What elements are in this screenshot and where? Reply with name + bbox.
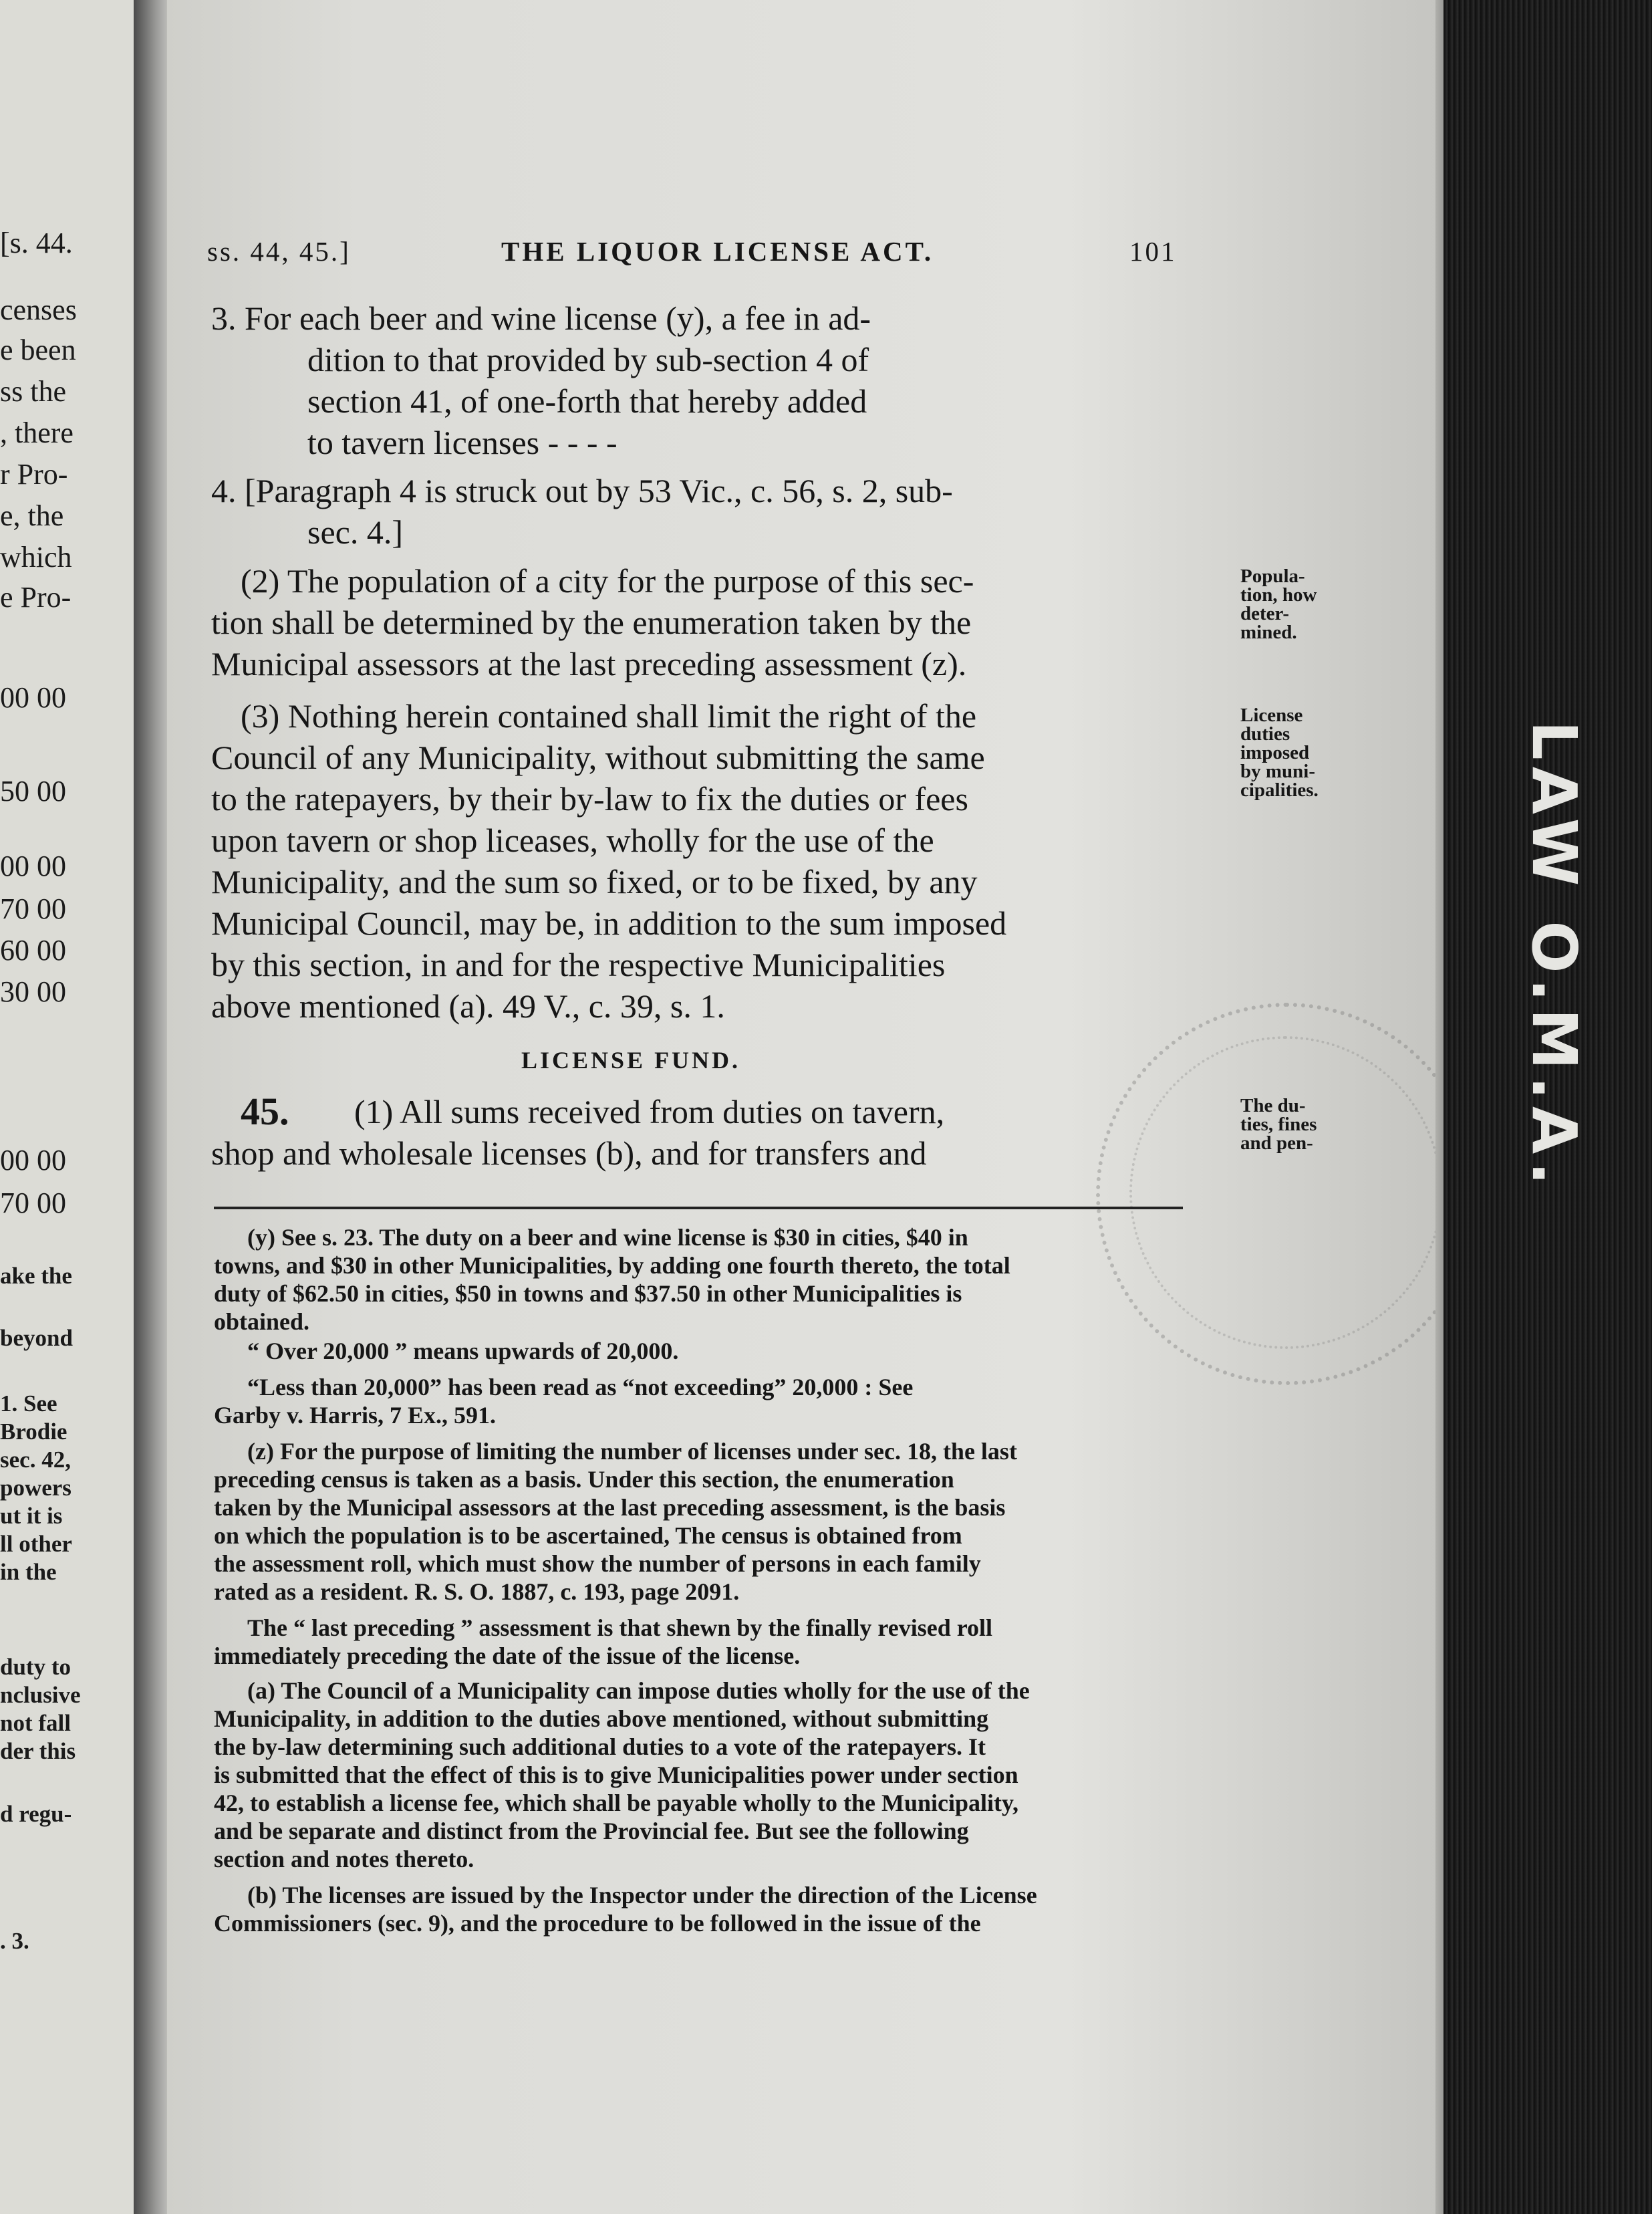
footnote-line: The “ last preceding ” assessment is that shewn by the finally revised roll (247, 1614, 993, 1641)
body-line: (2) The population of a city for the purpose of this sec- (241, 562, 974, 600)
side-note-line: ties, fines (1240, 1114, 1317, 1135)
book-gutter (134, 0, 171, 2214)
left-footnote-line: ake the (0, 1263, 72, 1289)
left-footnote-line: powers (0, 1475, 72, 1501)
book-page (167, 0, 1450, 2214)
footnote-line: immediately preceding the date of the issue of the license. (214, 1642, 801, 1669)
running-head-title: THE LIQUOR LICENSE ACT. (501, 236, 934, 267)
footnote-last-preceding (214, 1614, 1190, 1670)
body-line: 3. For each beer and wine license (y), a fee in ad- (211, 299, 871, 337)
footnote-line: “Less than 20,000” has been read as “not exceeding” 20,000 : See (247, 1374, 914, 1400)
side-note-line: duties (1240, 723, 1290, 745)
footnote-line: Commissioners (sec. 9), and the procedure to be followed in the issue of the (214, 1910, 981, 1937)
footnote-line: towns, and $30 in other Municipalities, by adding one fourth thereto, the total (214, 1252, 1010, 1279)
body-line: upon tavern or shop liceases, wholly for the use of the (211, 822, 934, 859)
footnote-line: 42, to establish a license fee, which shall be payable wholly to the Municipality, (214, 1790, 1019, 1816)
side-note-license-duties (1240, 706, 1374, 800)
running-head-section: ss. 44, 45.] (207, 236, 351, 267)
footnote-line: duty of $62.50 in cities, $50 in towns and $37.50 in other Municipalities is (214, 1280, 962, 1307)
left-footnote-line: sec. 42, (0, 1447, 71, 1473)
left-footnote-line: ll other (0, 1531, 72, 1557)
left-text-line: censes (0, 293, 77, 326)
left-text-line: e been (0, 334, 76, 366)
left-text-line: which (0, 541, 72, 574)
left-footnote-line: der this (0, 1738, 76, 1764)
footnote-z (214, 1437, 1190, 1606)
footnote-line: (y) See s. 23. The duty on a beer and wine license is $30 in cities, $40 in (247, 1224, 968, 1251)
body-line: dition to that provided by sub-section 4 of (307, 341, 869, 378)
footnote-line: obtained. (214, 1308, 310, 1335)
footnote-rule (214, 1207, 1183, 1209)
side-note-line: by muni- (1240, 761, 1316, 782)
body-line: tion shall be determined by the enumeration taken by the (211, 604, 972, 641)
footnote-line: (b) The licenses are issued by the Inspector under the direction of the License (247, 1882, 1037, 1909)
body-line: to tavern licenses - - - - (307, 424, 617, 461)
left-footnote-line: d regu- (0, 1801, 72, 1827)
left-amount: 00 00 (0, 1144, 66, 1177)
footnote-line: section and notes thereto. (214, 1846, 474, 1872)
body-line: above mentioned (a). 49 V., c. 39, s. 1. (211, 987, 725, 1025)
body-line: Municipality, and the sum so fixed, or to be fixed, by any (211, 863, 978, 900)
left-text-line: e Pro- (0, 581, 72, 614)
footnote-line: “ Over 20,000 ” means upwards of 20,000. (247, 1338, 679, 1364)
left-amount: 70 00 (0, 892, 66, 925)
body-line: Municipal assessors at the last preceding assessment (z). (211, 645, 967, 683)
side-note-line: and pen- (1240, 1132, 1313, 1154)
footnote-line: rated as a resident. R. S. O. 1887, c. 193, page 2091. (214, 1578, 740, 1605)
footnote-line: (z) For the purpose of limiting the number of licenses under sec. 18, the last (247, 1438, 1017, 1465)
body-line: shop and wholesale licenses (b), and for transfers and (211, 1134, 927, 1172)
footnote-a (214, 1677, 1190, 1873)
left-footnote-line: duty to (0, 1654, 71, 1680)
side-note-line: deter- (1240, 603, 1289, 624)
side-note-population (1240, 567, 1374, 642)
side-note-line: imposed (1240, 742, 1310, 763)
left-footnote-line: nclusive (0, 1682, 81, 1708)
footnote-line: is submitted that the effect of this is to give Municipalities power under section (214, 1761, 1018, 1788)
left-footnote-line: ut it is (0, 1503, 63, 1529)
left-text-line: ss the (0, 375, 66, 408)
left-amount: 70 00 (0, 1187, 66, 1219)
footnote-line: (a) The Council of a Municipality can impose duties wholly for the use of the (247, 1677, 1030, 1704)
edge-stamp-text: LAW O.M.A. (1518, 720, 1590, 1192)
body-line: (3) Nothing herein contained shall limit the right of the (241, 697, 977, 735)
side-note-line: The du- (1240, 1095, 1306, 1116)
left-text-line: r Pro- (0, 458, 68, 491)
footnote-y (214, 1223, 1190, 1336)
body-line: (1) All sums received from duties on tavern, (354, 1093, 945, 1130)
section-heading: LICENSE FUND. (521, 1047, 741, 1074)
left-footnote-line: beyond (0, 1325, 73, 1351)
body-line: Municipal Council, may be, in addition to the sum imposed (211, 904, 1007, 942)
left-footnote-line: . 3. (0, 1928, 29, 1954)
side-note-line: mined. (1240, 622, 1297, 643)
left-amount: 50 00 (0, 775, 66, 808)
section-number: 45. (241, 1090, 289, 1133)
side-note-line: License (1240, 705, 1303, 726)
left-page-fragment (0, 0, 134, 2214)
left-footnote-line: Brodie (0, 1419, 67, 1445)
footnote-line: Garby v. Harris, 7 Ex., 591. (214, 1402, 496, 1429)
footnote-line: preceding census is taken as a basis. Under this section, the enumeration (214, 1466, 954, 1493)
side-note-line: cipalities. (1240, 779, 1319, 801)
footnote-line: the assessment roll, which must show the number of persons in each family (214, 1550, 981, 1577)
left-amount: 00 00 (0, 850, 66, 882)
left-text-line: e, the (0, 499, 64, 532)
footnote-line: the by-law determining such additional duties to a vote of the ratepayers. It (214, 1733, 986, 1760)
left-footnote-line: not fall (0, 1710, 71, 1736)
body-line: section 41, of one-forth that hereby added (307, 382, 867, 420)
side-note-line: Popula- (1240, 566, 1305, 587)
page-number: 101 (1129, 236, 1177, 267)
edge-stamp (1510, 720, 1597, 1192)
footnote-line: and be separate and distinct from the Provincial fee. But see the following (214, 1818, 969, 1844)
footnote-line: taken by the Municipal assessors at the last preceding assessment, is the basis (214, 1494, 1006, 1521)
side-note-line: tion, how (1240, 584, 1317, 606)
body-line: sec. 4.] (307, 513, 403, 551)
body-line: by this section, in and for the respective Municipalities (211, 946, 946, 983)
footnote-line: Municipality, in addition to the duties above mentioned, without submitting (214, 1705, 989, 1732)
left-text-line: [s. 44. (0, 227, 73, 259)
left-amount: 60 00 (0, 934, 66, 967)
body-line: Council of any Municipality, without submitting the same (211, 739, 985, 776)
footnote-over (214, 1337, 1190, 1365)
left-footnote-line: 1. See (0, 1390, 57, 1417)
left-footnote-line: in the (0, 1559, 57, 1585)
footnote-less (214, 1373, 1190, 1429)
footnote-line: on which the population is to be ascertained, The census is obtained from (214, 1522, 962, 1549)
side-note-the-duties (1240, 1096, 1374, 1152)
body-line: 4. [Paragraph 4 is struck out by 53 Vic., c. 56, s. 2, sub- (211, 472, 953, 509)
body-line: to the ratepayers, by their by-law to fix the duties or fees (211, 780, 968, 818)
left-amount: 00 00 (0, 681, 66, 714)
left-text-line: , there (0, 416, 74, 449)
left-amount: 30 00 (0, 975, 66, 1008)
footnote-b (214, 1881, 1190, 1937)
